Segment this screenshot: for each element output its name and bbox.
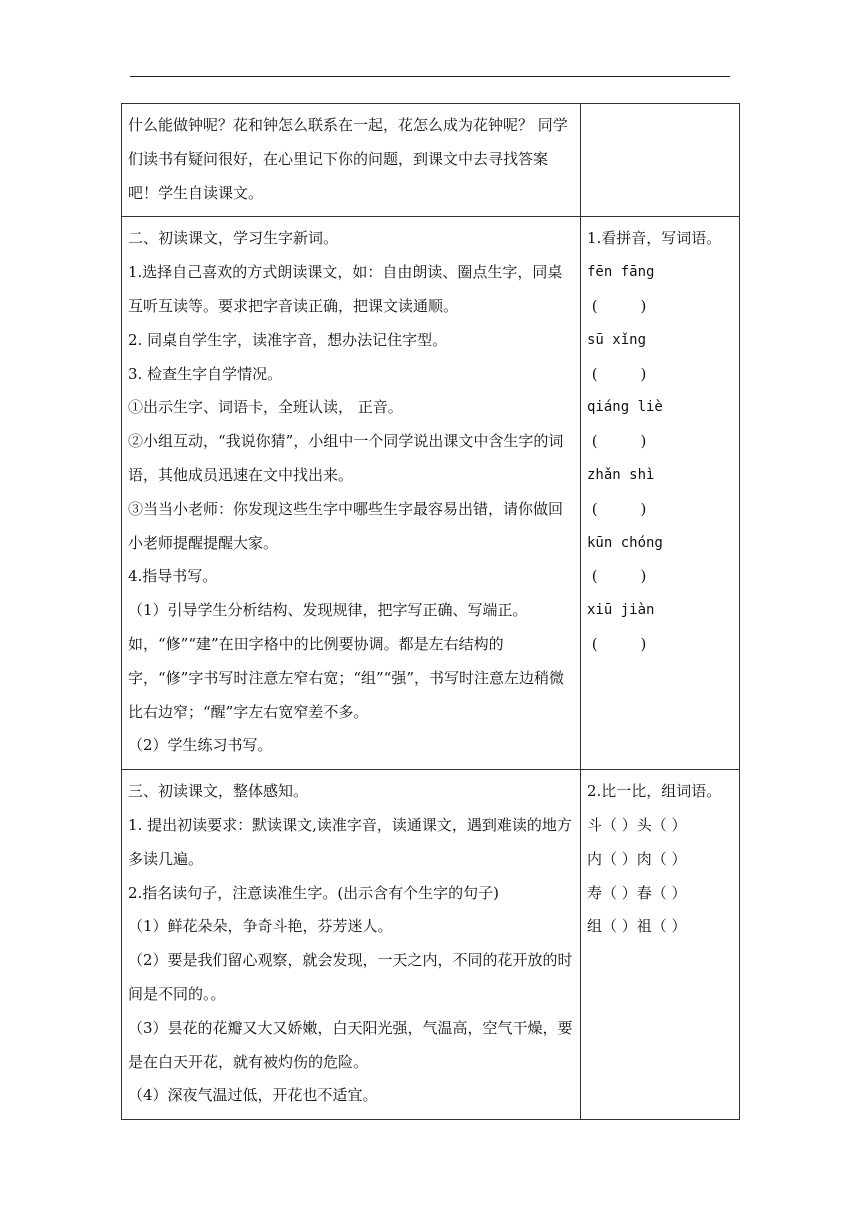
section-heading: 二、初读课文，学习生字新词。	[128, 229, 339, 248]
exercise-cell	[581, 104, 740, 217]
paragraph: 4.指导书写。	[128, 567, 218, 586]
compare-pair: 内（ ）肉（ ）	[587, 849, 687, 868]
pinyin-prompt: sū xǐng	[587, 331, 647, 348]
exercise-cell	[581, 217, 740, 770]
paragraph: （2）学生练习书写。	[128, 736, 273, 755]
paragraph: （1）鲜花朵朵，争奇斗艳，芬芳迷人。	[128, 917, 393, 936]
paragraph: （2）要是我们留心观察，就会发现，一天之内，不同的花开放的时间是不同的。。	[128, 951, 573, 1003]
compare-pair: 寿（ ）春（ ）	[587, 883, 687, 902]
paragraph: 1. 提出初读要求：默读课文,读准字音，读通课文，遇到难读的地方多读几遍。	[128, 815, 572, 868]
paragraph: ①出示生字、词语卡，全班认读， 正音。	[128, 398, 403, 417]
answer-blank: ( )	[587, 567, 647, 586]
paragraph: 什么能做钟呢？花和钟怎么联系在一起，花怎么成为花钟呢？ 同学们读书有疑问很好，在心里记下你的问题，到课文中去寻找答案吧！学生自读课文。	[128, 116, 568, 202]
table-row	[122, 217, 740, 770]
teaching-process-cell	[122, 770, 581, 1120]
paragraph: 2.指名读句子，注意读准生字。(出示含有个生字的句子)	[128, 883, 500, 902]
answer-blank: ( )	[587, 634, 647, 653]
pinyin-prompt: kūn chóng	[587, 534, 663, 551]
answer-blank: ( )	[587, 499, 647, 518]
paragraph: （1）引导学生分析结构、发现规律，把字写正确、写端正。如，“修”“建”在田字格中的比例要协调。都是左右结构的字，“修”字书写时注意左窄右宽；“组”“强”，书写时注意左边稍微比右边窄；“醒”字左右宽窄差不多。	[128, 601, 565, 721]
compare-pair: 组（ ）祖（ ）	[587, 917, 687, 936]
answer-blank: ( )	[587, 296, 647, 315]
exercise-title: 1.看拼音，写词语。	[587, 229, 722, 248]
header-rule	[130, 76, 730, 77]
paragraph: 2. 同桌自学生字，读准字音，想办法记住字型。	[128, 330, 448, 349]
answer-blank: ( )	[587, 364, 647, 383]
paragraph: ②小组互动，“我说你猜”，小组中一个同学说出课文中含生字的词语，其他成员迅速在文中找出来。	[128, 432, 564, 484]
pinyin-prompt: fēn fāng	[587, 264, 655, 281]
compare-pair: 斗（ ）头（ ）	[587, 815, 687, 834]
pinyin-prompt: qiáng liè	[587, 399, 663, 416]
teaching-process-cell	[122, 104, 581, 217]
pinyin-prompt: zhǎn shì	[587, 466, 655, 483]
paragraph: ③当当小老师：你发现这些生字中哪些生字最容易出错，请你做回小老师提醒提醒大家。	[128, 499, 564, 552]
teaching-process-cell	[122, 217, 581, 770]
paragraph: （3）昙花的花瓣又大又娇嫩，白天阳光强，气温高，空气干燥，要是在白天开花，就有被灼伤的危险。	[128, 1018, 573, 1071]
paragraph: 1.选择自己喜欢的方式朗读课文，如：自由朗读、圈点生字，同桌互听互读等。要求把字音读正确，把课文读通顺。	[128, 263, 563, 315]
paragraph: （4）深夜气温过低，开花也不适宜。	[128, 1086, 378, 1105]
paragraph: 3. 检查生字自学情况。	[128, 364, 283, 383]
section-heading: 三、初读课文，整体感知。	[128, 782, 309, 801]
lesson-plan-table	[121, 103, 740, 1120]
exercise-title: 2.比一比，组词语。	[587, 782, 722, 801]
exercise-cell	[581, 770, 740, 1120]
pinyin-prompt: xiū jiàn	[587, 602, 655, 619]
answer-blank: ( )	[587, 432, 647, 451]
table-row	[122, 104, 740, 217]
table-row	[122, 770, 740, 1120]
